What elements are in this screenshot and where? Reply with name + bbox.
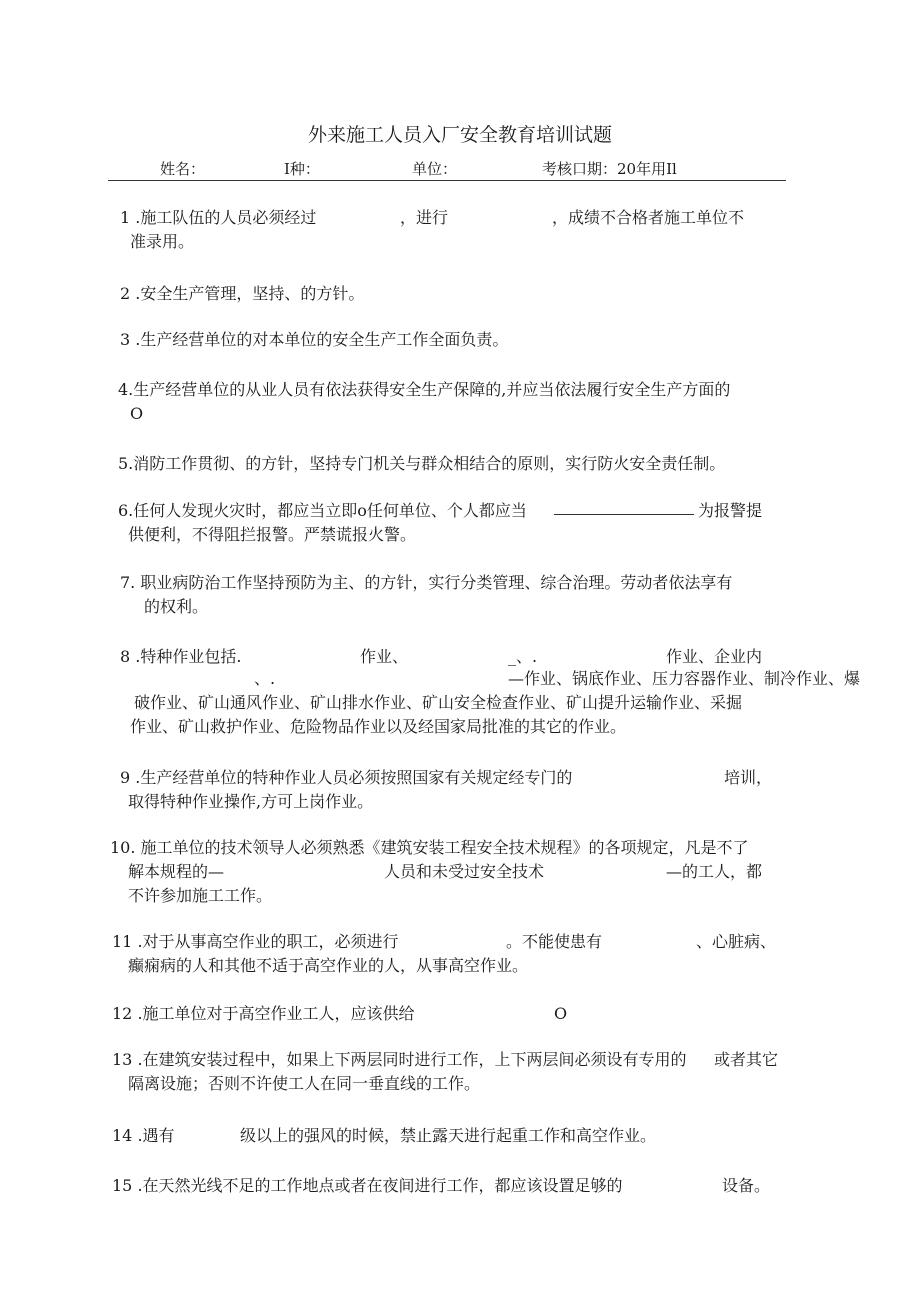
- q7-line1: 7. 职业病防治工作坚持预防为主、的方针，实行分类管理、综合治理。劳动者依法享有: [120, 573, 733, 592]
- q11-line1-part3: 、心脏病、: [696, 932, 777, 951]
- q11-line2: 癫痫病的人和其他不适于高空作业的人，从事高空作业。: [128, 956, 529, 975]
- q10-line1: 10. 施工单位的技术领导人必须熟悉《建筑安装工程安全技术规程》的各项规定，凡是不了: [110, 838, 749, 857]
- q6-line1-part2: 为报警提: [698, 501, 763, 520]
- question-15: [112, 1174, 802, 1198]
- q14-line1-part1: 14 .遇有: [112, 1126, 175, 1145]
- q4-line2: O: [130, 404, 144, 423]
- unit-label: 单位：: [412, 160, 458, 178]
- q1-line1-part3: ，成绩不合格者施工单位不: [552, 208, 745, 227]
- q10-line2-part3: —的工人，都: [666, 862, 763, 881]
- q15-line1-part2: 设备。: [722, 1176, 771, 1195]
- q8-line1-part1: 8 .特种作业包括.: [120, 647, 242, 666]
- q1-line1-part1: 1 .施工队伍的人员必须经过: [120, 208, 317, 227]
- q8-line1-part4: 作业、企业内: [666, 647, 763, 666]
- q11-line1-part2: 。不能使患有: [506, 932, 603, 951]
- q12-line1-part2: O: [554, 1004, 568, 1023]
- page-title: 外来施工人员入厂安全教育培训试题: [307, 124, 612, 146]
- q9-line1-part2: 培训，: [724, 768, 773, 787]
- q8-line3: 破作业、矿山通风作业、矿山排水作业、矿山安全检查作业、矿山提升运输作业、采掘: [134, 693, 743, 712]
- exam-date-label: 考核口期：20年用Il: [542, 160, 677, 178]
- q1-line1-part2: ，进行: [400, 208, 449, 227]
- exam-header: [108, 158, 786, 181]
- q15-line1-part1: 15 .在天然光线不足的工作地点或者在夜间进行工作，都应该设置足够的: [112, 1176, 623, 1195]
- q10-line2-part1: 解本规程的—: [128, 862, 225, 881]
- q4-line1: 4.生产经营单位的从业人员有依法获得安全生产保障的,并应当依法履行安全生产方面的: [118, 380, 731, 399]
- q6-answer-blank: [554, 514, 694, 515]
- question-11: [112, 930, 802, 978]
- question-13: [112, 1048, 802, 1096]
- q8-line2-part2: —作业、锅底作业、压力容器作业、制冷作业、爆: [508, 669, 861, 688]
- q9-line2: 取得特种作业操作,方可上岗作业。: [128, 792, 374, 811]
- question-10: [110, 836, 800, 908]
- q2-line1: 2 .安全生产管理，坚持、的方针。: [120, 284, 365, 303]
- q6-line1-part1: 6.任何人发现火灾时，都应当立即o任何单位、个人都应当: [118, 501, 527, 520]
- q12-line1-part1: 12 .施工单位对于高空作业工人，应该供给: [112, 1004, 415, 1023]
- question-1: [120, 206, 800, 254]
- q9-line1-part1: 9 .生产经营单位的特种作业人员必须按照国家有关规定经专门的: [120, 768, 573, 787]
- question-8: [120, 645, 861, 739]
- q8-line4: 作业、矿山救护作业、危险物品作业以及经国家局批准的其它的作业。: [130, 717, 627, 736]
- q13-line1-part2: 或者其它: [714, 1050, 779, 1069]
- job-label: I种：: [284, 160, 320, 178]
- q3-line1: 3 .生产经营单位的对本单位的安全生产工作全面负责。: [120, 330, 509, 349]
- q14-line1-part2: 级以上的强风的时候，禁止露天进行起重工作和高空作业。: [240, 1126, 657, 1145]
- q13-line1-part1: 13 .在建筑安装过程中，如果上下两层同时进行工作，上下两层间必须设有专用的: [112, 1050, 687, 1069]
- q5-line1: 5.消防工作贯彻、的方针，坚持专门机关与群众相结合的原则，实行防火安全责任制。: [118, 454, 726, 473]
- q8-line1-part3: _、.: [508, 647, 538, 666]
- name-label: 姓名：: [160, 160, 206, 178]
- q7-line2: 的权利。: [144, 597, 209, 616]
- q1-line2: 准录用。: [130, 232, 195, 251]
- q8-line2-part1: 、.: [254, 669, 276, 688]
- q11-line1-part1: 11 .对于从事高空作业的职工，必须进行: [112, 932, 399, 951]
- q8-line1-part2: 作业、: [360, 647, 409, 666]
- q10-line2-part2: 人员和未受过安全技术: [384, 862, 545, 881]
- q6-line2: 供便利，不得阻拦报警。严禁谎报火警。: [128, 525, 417, 544]
- q13-line2: 隔离设施；否则不许使工人在同一垂直线的工作。: [128, 1074, 481, 1093]
- q10-line3: 不许参加施工工作。: [128, 886, 273, 905]
